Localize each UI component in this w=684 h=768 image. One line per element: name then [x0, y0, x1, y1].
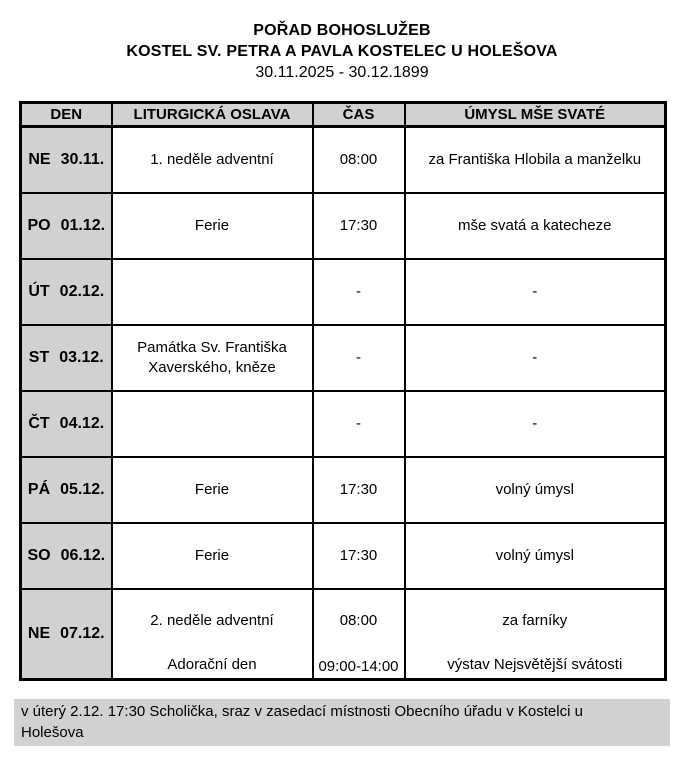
celebration-cell: Památka Sv. Františka Xaverského, kněze: [112, 325, 313, 391]
time-cell: -: [313, 259, 405, 325]
day-abbr: NE: [27, 624, 51, 642]
day-abbr: SO: [27, 546, 51, 564]
day-cell: [21, 127, 112, 193]
day-cell: [21, 523, 112, 589]
column-header-time: ČAS: [313, 103, 405, 127]
intention-cell: mše svatá a katecheze: [405, 193, 666, 259]
day-abbr: PÁ: [27, 480, 51, 498]
day-date: 02.12.: [59, 282, 105, 300]
day-abbr: PO: [27, 216, 51, 234]
intention-line-1: za farníky: [502, 611, 568, 629]
celebration-cell: [112, 589, 313, 680]
day-cell: [21, 391, 112, 457]
intention-cell: volný úmysl: [405, 523, 666, 589]
day-cell: [21, 457, 112, 523]
celebration-cell: 1. neděle adventní: [112, 127, 313, 193]
table-row: [21, 325, 666, 391]
time-cell: 17:30: [313, 457, 405, 523]
column-header-day: DEN: [21, 103, 112, 127]
document-title: POŘAD BOHOSLUŽEB: [253, 22, 431, 39]
intention-cell: volný úmysl: [405, 457, 666, 523]
time-cell: -: [313, 325, 405, 391]
day-cell: [21, 259, 112, 325]
column-header-intention: ÚMYSL MŠE SVATÉ: [405, 103, 666, 127]
celebration-line-1: 2. neděle adventní: [150, 611, 274, 629]
day-date: 06.12.: [60, 546, 106, 564]
table-row: [21, 391, 666, 457]
day-date: 04.12.: [59, 414, 105, 432]
intention-cell: -: [405, 325, 666, 391]
day-date: 01.12.: [60, 216, 106, 234]
day-cell: [21, 193, 112, 259]
time-line-1: 08:00: [339, 612, 378, 629]
schedule-table: [19, 101, 667, 681]
table-header-row: [21, 103, 666, 127]
intention-cell: -: [405, 391, 666, 457]
column-header-celebration: LITURGICKÁ OSLAVA: [112, 103, 313, 127]
time-cell: [313, 589, 405, 680]
intention-cell: za Františka Hlobila a manželku: [405, 127, 666, 193]
day-abbr: ÚT: [28, 282, 50, 300]
time-line-2: 09:00-14:00: [318, 657, 399, 675]
celebration-cell: [112, 391, 313, 457]
document-subtitle: KOSTEL SV. PETRA A PAVLA KOSTELEC U HOLEŠOVA: [126, 43, 558, 60]
celebration-line-2: Adorační den: [167, 655, 257, 673]
intention-line-2: výstav Nejsvětější svátosti: [447, 655, 623, 673]
day-abbr: NE: [28, 150, 51, 168]
day-cell: [21, 325, 112, 391]
day-abbr: ČT: [28, 414, 50, 432]
table-row: [21, 127, 666, 193]
celebration-cell: Ferie: [112, 523, 313, 589]
celebration-cell: Ferie: [112, 457, 313, 523]
day-date: 30.11.: [60, 150, 105, 168]
time-cell: 08:00: [313, 127, 405, 193]
celebration-cell: Ferie: [112, 193, 313, 259]
table-row: [21, 523, 666, 589]
document-date-range: 30.11.2025 - 30.12.1899: [255, 64, 429, 81]
time-cell: 17:30: [313, 193, 405, 259]
table-row: [21, 589, 666, 680]
day-date: 07.12.: [60, 624, 105, 642]
time-cell: -: [313, 391, 405, 457]
day-date: 03.12.: [59, 348, 104, 366]
intention-cell: [405, 589, 666, 680]
day-cell: [21, 589, 112, 680]
table-row: [21, 259, 666, 325]
time-cell: 17:30: [313, 523, 405, 589]
document-header: [0, 20, 684, 83]
footer-note: v úterý 2.12. 17:30 Scholička, sraz v zasedací místnosti Obecního úřadu v Kostelci u Holešova: [14, 699, 670, 746]
table-row: [21, 457, 666, 523]
intention-cell: -: [405, 259, 666, 325]
celebration-cell: [112, 259, 313, 325]
day-abbr: ST: [28, 348, 50, 366]
day-date: 05.12.: [60, 480, 105, 498]
table-row: [21, 193, 666, 259]
